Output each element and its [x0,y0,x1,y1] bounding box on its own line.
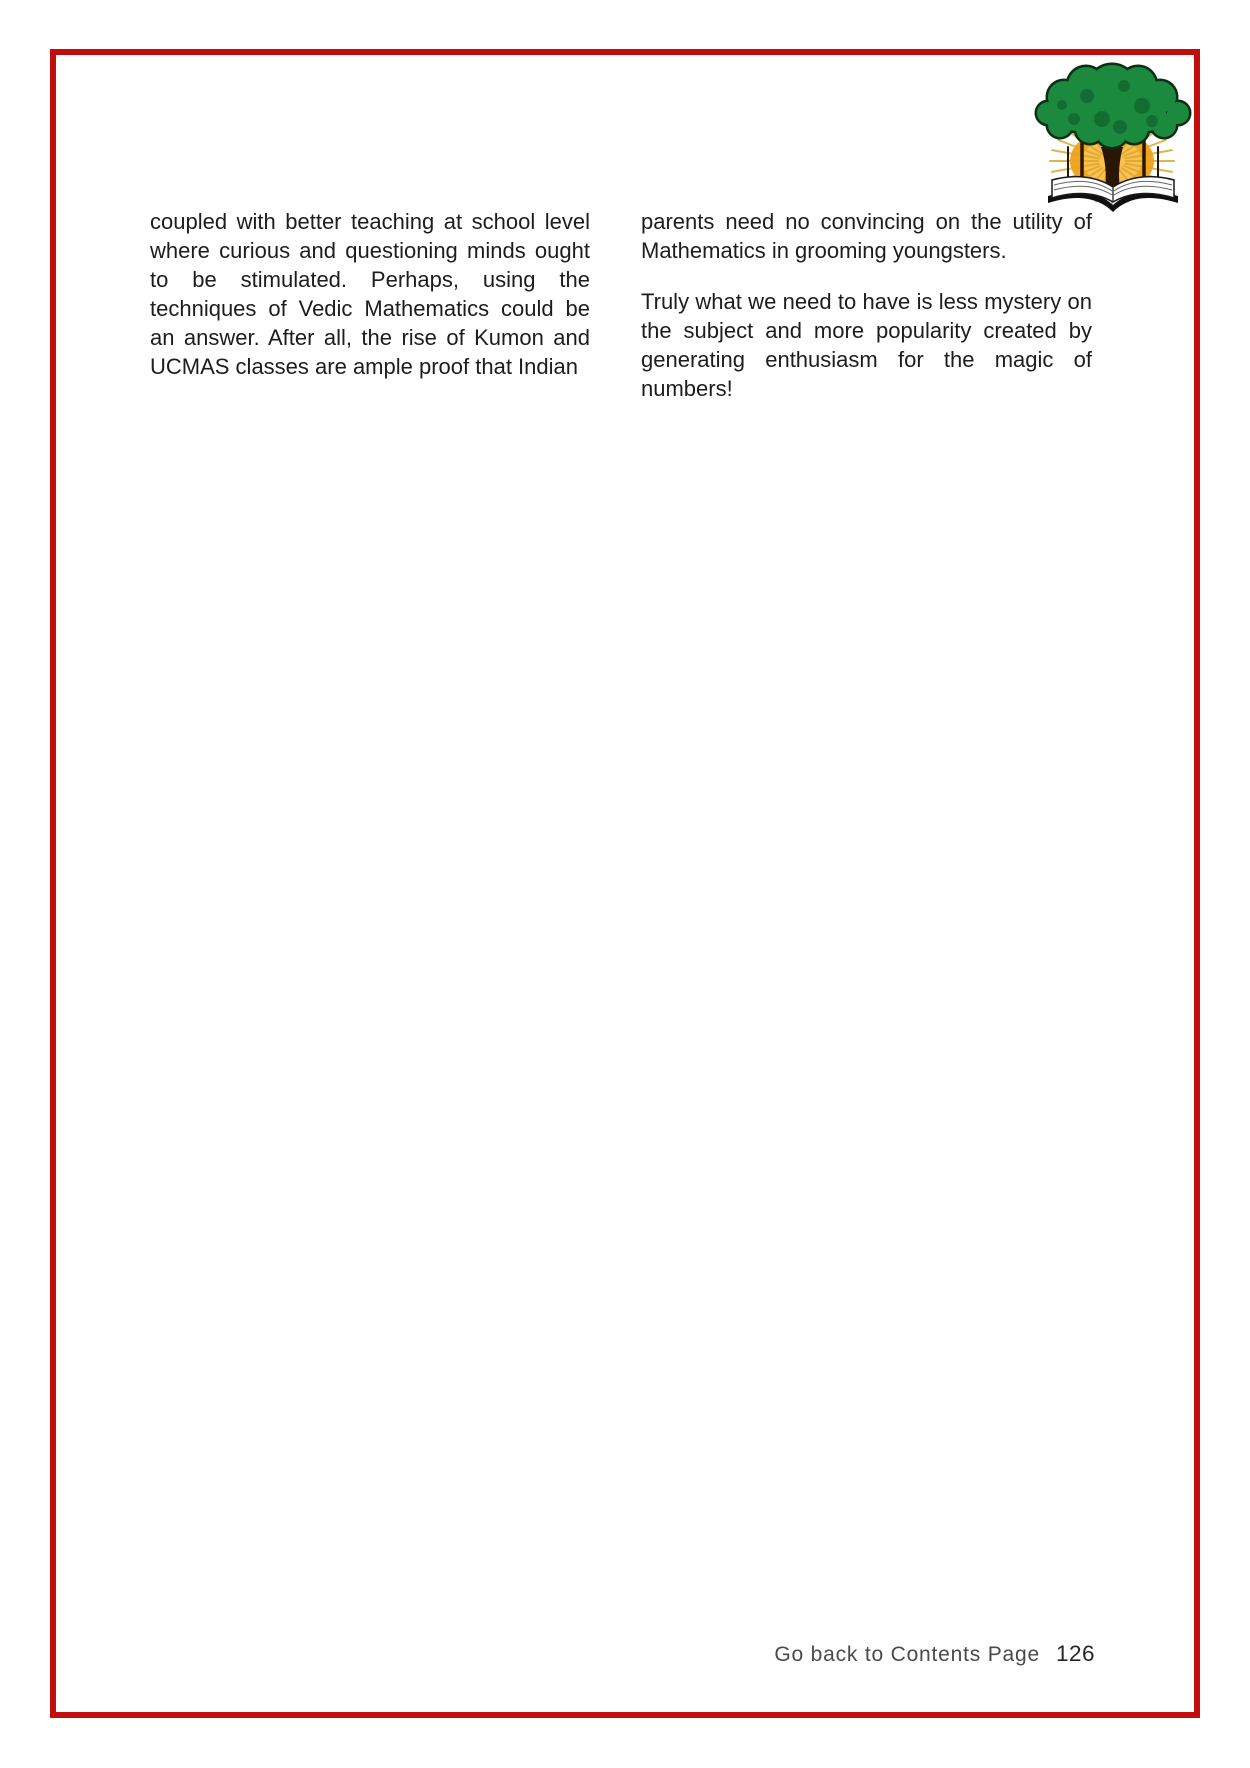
body-paragraph: coupled with better teaching at school level where curious and questioning minds ought to be stimulated. Perhaps, using the techniques of Vedic Mathematics could be an answer. After all, the rise of Kumon and UCMAS classes are ample proof that Indian [150,209,590,379]
text-column-left [150,207,590,403]
body-paragraph: parents need no convincing on the utility of Mathematics in grooming youngsters. [641,209,1092,263]
page-number: 126 [1055,1641,1095,1666]
page-footer [774,1641,1095,1667]
tree-book-logo [1032,61,1194,213]
contents-page-link[interactable]: Go back to Contents Page [774,1643,1040,1666]
text-column-right [641,207,1092,425]
body-paragraph: Truly what we need to have is less mystery on the subject and more popularity created by generating enthusiasm for the magic of numbers! [641,289,1092,401]
